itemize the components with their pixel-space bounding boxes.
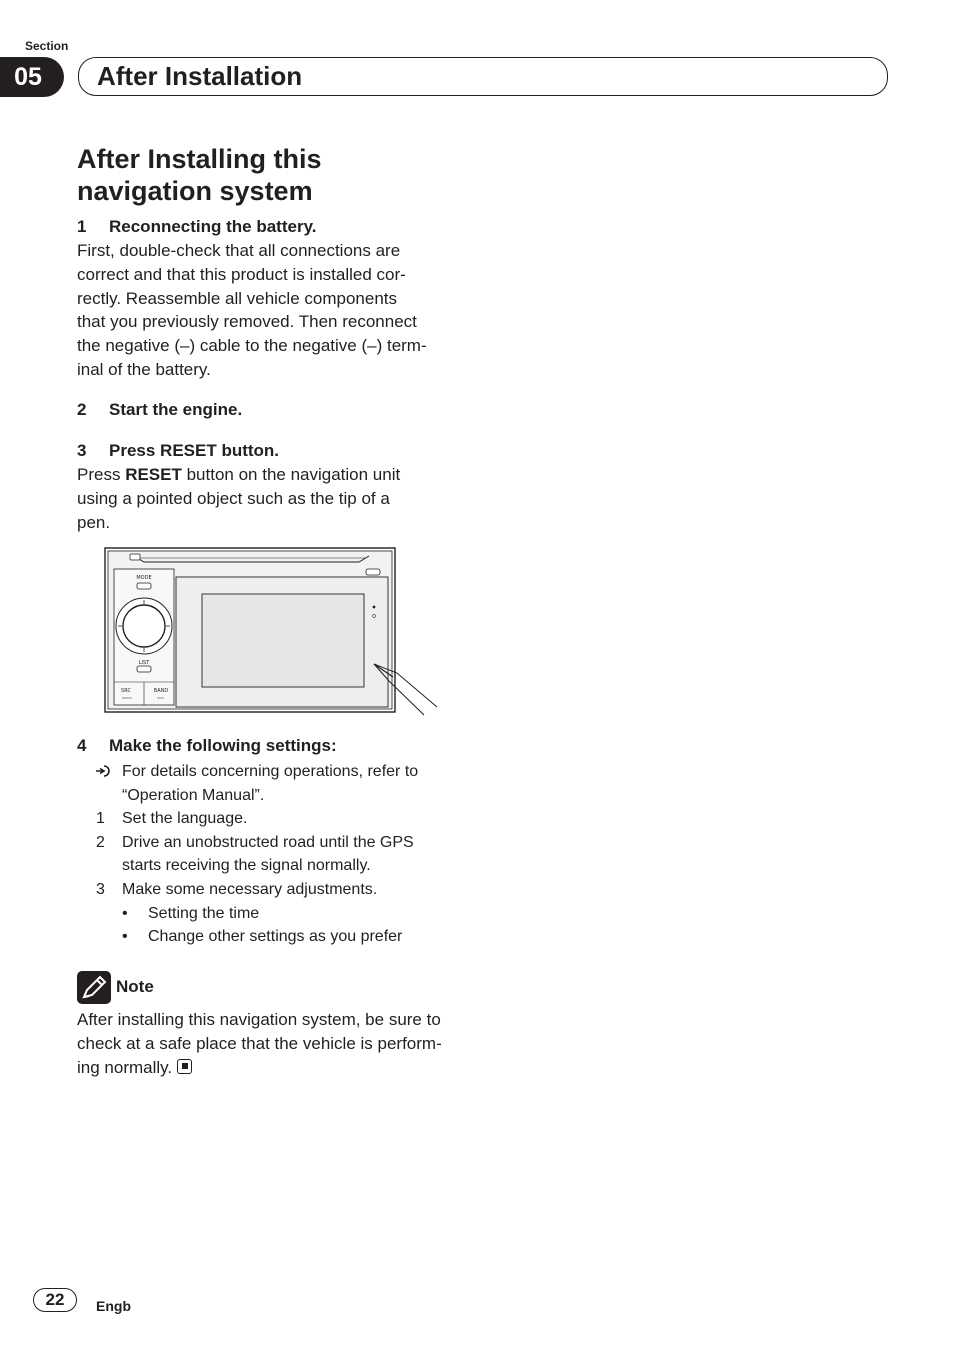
step-3-body bbox=[77, 463, 467, 534]
step-1-heading bbox=[77, 216, 317, 238]
mode-label: MODE bbox=[136, 575, 152, 581]
step-number: 4 bbox=[77, 736, 87, 755]
list-label: LIST bbox=[138, 660, 150, 666]
bullet-text: Setting the time bbox=[148, 904, 260, 922]
note-body bbox=[77, 1008, 467, 1079]
body-line bbox=[77, 463, 467, 487]
reference-text: For details concerning operations, refer to bbox=[122, 763, 419, 780]
body-line: rectly. Reassemble all vehicle components bbox=[77, 288, 397, 308]
navigation-unit-drawing bbox=[104, 547, 444, 717]
body-text: Press bbox=[77, 465, 126, 484]
item-text: Make some necessary adjustments. bbox=[122, 880, 378, 898]
reference-line: “Operation Manual”. bbox=[122, 786, 265, 804]
bullet-icon: • bbox=[122, 928, 128, 946]
body-line: inal of the battery. bbox=[77, 359, 211, 379]
reset-keyword: RESET bbox=[125, 465, 182, 484]
bullet-item bbox=[96, 902, 476, 926]
step-4-body bbox=[96, 760, 476, 949]
item-text: starts receiving the signal normally. bbox=[122, 857, 371, 875]
language-code: Engb bbox=[96, 1298, 131, 1314]
body-line: using a pointed object such as the tip of a bbox=[77, 488, 390, 508]
body-line: correct and that this product is installed cor- bbox=[77, 264, 406, 284]
note-label: Note bbox=[116, 977, 154, 996]
step-2-heading bbox=[77, 399, 242, 421]
note-text: ing normally. bbox=[77, 1057, 173, 1077]
arrow-right-icon bbox=[96, 760, 122, 784]
item-number: 2 bbox=[96, 833, 105, 851]
body-line: the negative (–) cable to the negative (–) term- bbox=[77, 336, 427, 356]
body-line: First, double-check that all connections are bbox=[77, 241, 401, 260]
bullet-icon: • bbox=[122, 904, 128, 922]
page-number: 22 bbox=[33, 1288, 77, 1312]
list-item bbox=[96, 878, 476, 902]
item-text: Set the language. bbox=[122, 810, 248, 828]
band-label: BAND bbox=[153, 688, 169, 694]
src-label: SRC bbox=[121, 688, 131, 694]
step-number: 1 bbox=[77, 217, 87, 236]
bullet-item bbox=[96, 925, 476, 949]
section-number-badge: 05 bbox=[0, 57, 64, 97]
step-number: 3 bbox=[77, 441, 87, 460]
step-1-body bbox=[77, 239, 467, 382]
note-line: check at a safe place that the vehicle is perform- bbox=[77, 1033, 442, 1053]
navigation-unit-illustration bbox=[104, 547, 444, 722]
page-title-line-1: After Installing this bbox=[77, 144, 322, 174]
end-mark-icon bbox=[177, 1059, 192, 1074]
note-pencil-icon bbox=[77, 971, 111, 1004]
section-label: Section bbox=[25, 39, 69, 53]
page-title bbox=[77, 143, 477, 207]
step-number: 2 bbox=[77, 400, 87, 419]
step-3-heading bbox=[77, 440, 279, 462]
body-line: pen. bbox=[77, 512, 111, 532]
body-text: button on the navigation unit bbox=[181, 465, 401, 484]
step-heading-text: Press RESET button. bbox=[109, 441, 280, 460]
note-line: After installing this navigation system, be sure to bbox=[77, 1010, 441, 1029]
step-4-heading bbox=[77, 735, 337, 757]
page-title-line-2: navigation system bbox=[77, 176, 313, 206]
step-heading-text: Reconnecting the battery. bbox=[109, 217, 317, 236]
list-item bbox=[96, 831, 476, 855]
item-text: Drive an unobstructed road until the GPS bbox=[122, 833, 414, 851]
section-title: After Installation bbox=[97, 61, 303, 91]
list-item bbox=[96, 807, 476, 831]
note-line bbox=[77, 1056, 467, 1080]
bullet-text: Change other settings as you prefer bbox=[148, 928, 403, 946]
reference-line bbox=[96, 760, 476, 784]
item-number: 3 bbox=[96, 880, 105, 898]
item-number: 1 bbox=[96, 810, 105, 828]
body-line: that you previously removed. Then reconnect bbox=[77, 312, 417, 332]
step-heading-text: Make the following settings: bbox=[109, 736, 337, 755]
step-heading-text: Start the engine. bbox=[109, 400, 243, 419]
